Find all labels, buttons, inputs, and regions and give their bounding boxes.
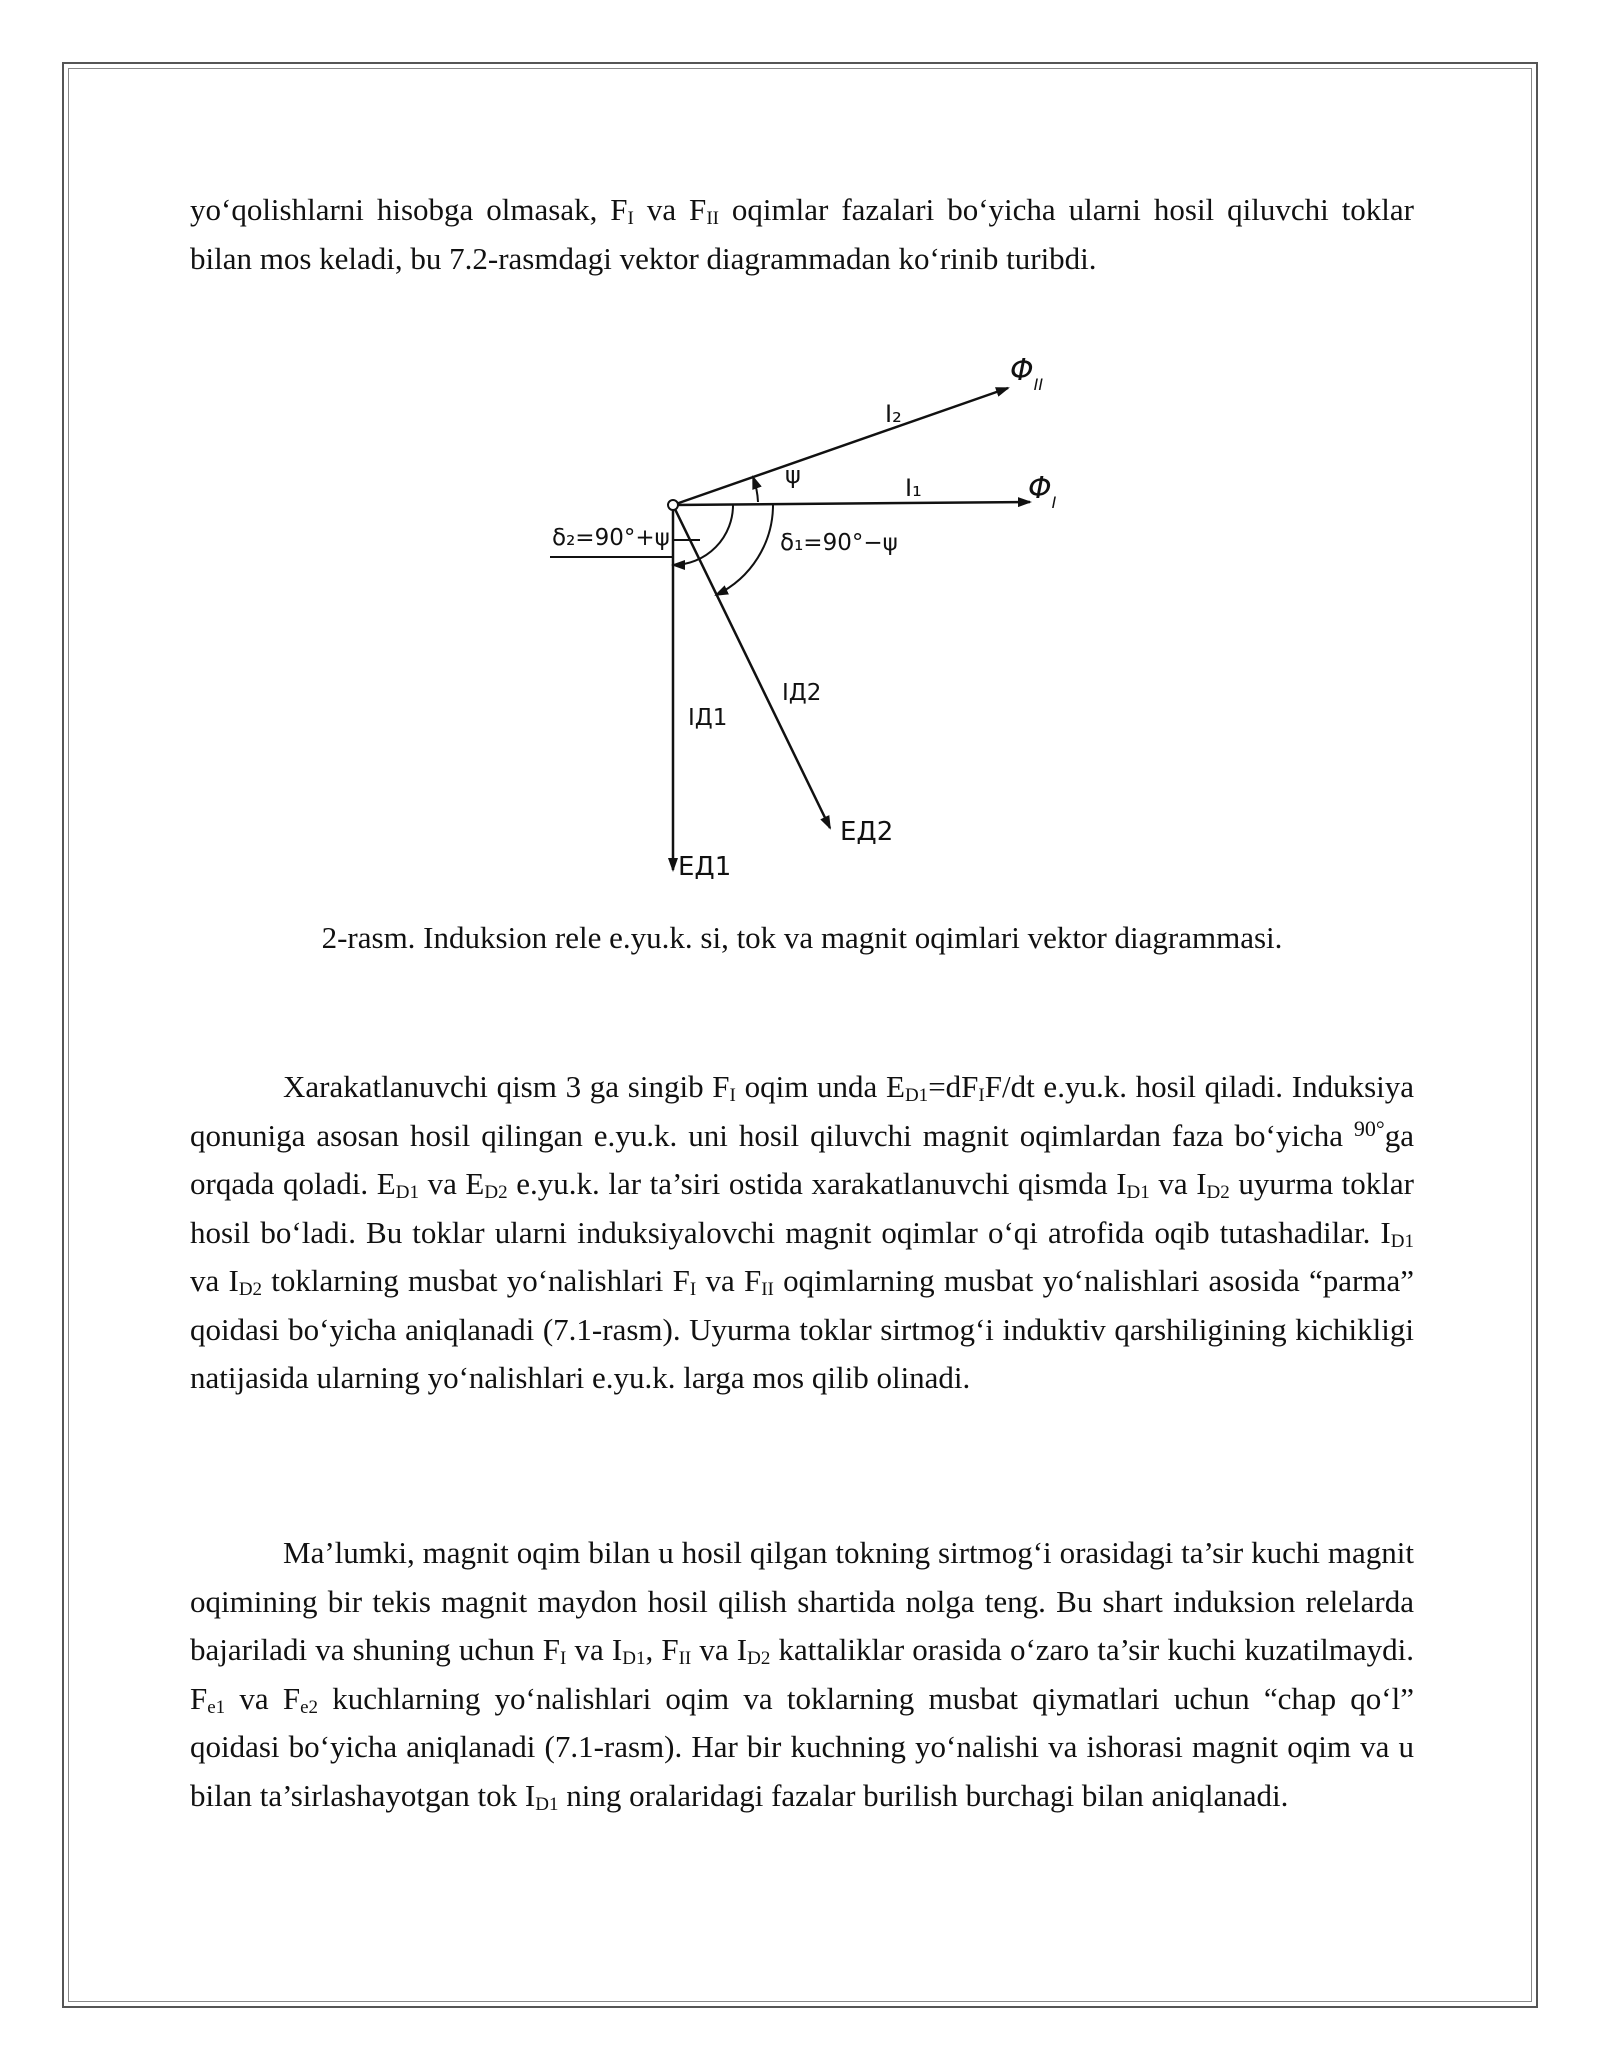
label-id2: IД2 [782, 680, 822, 706]
label-i1: I₁ [905, 474, 922, 502]
origin-point [668, 500, 678, 510]
label-phi1: $\Phi_I$ [1028, 471, 1057, 512]
vector-diagram [540, 350, 1100, 890]
label-i2: I₂ [885, 400, 902, 428]
figure-caption: 2-rasm. Induksion rele e.yu.k. si, tok va magnit oqimlari vektor diagrammasi. [321, 920, 1283, 955]
label-delta2: δ₂=90°+ψ [552, 525, 670, 551]
vector-i2 [673, 388, 1008, 505]
label-ed2: EД2 [840, 817, 894, 847]
label-delta1: δ₁=90°−ψ [780, 530, 898, 556]
label-ed1: EД1 [678, 852, 732, 882]
paragraph-2: Xarakatlanuvchi qism 3 ga singib $F_I$ oqim unda $E_{D1}=dF_IF/dt$ e.yu.k. hosil qiladi. Induksiya qonuniga asosan hosil qilingan e.yu.k. uni hosil qiluvchi magnit oqimlardan faza bo‘yicha $^{90^\circ}$ga orqada qoladi. $E_{D1}$ va $E_{D2}$ e.yu.k. lar ta’siri ostida xarakatlanuvchi qismda $I_{D1}$ va $I_{D2}$ uyurma toklar hosil bo‘ladi. Bu toklar ularni induksiyalovchi magnit oqimlar o‘qi atrofida oqib tutashadilar. $I_{D1}$ va $I_{D2}$ toklarning musbat yo‘nalishlari $F_I$ va $F_{II}$ oqimlarning musbat yo‘nalishlari asosida “parma” qoidasi bo‘yicha aniqlanadi (7.1-rasm). Uyurma toklar sirtmog‘i induktiv qarshiligining kichikligi natijasida ularning yo‘nalishlari e.yu.k. larga mos qilib olinadi. [190, 1069, 1415, 1395]
delta2-arc [673, 504, 733, 565]
vector-i1 [673, 502, 1030, 505]
paragraph-1: yo‘qolishlarni hisobga olmasak, $F_I$ va $F_{II}$ oqimlar fazalari bo‘yicha ularni hosil qiluvchi toklar bilan mos keladi, bu 7.2-rasmdagi vektor diagrammadan ko‘rinib turibdi. [190, 192, 1415, 276]
label-phi2: $\Phi_{II}$ [1010, 353, 1044, 394]
psi-arc [753, 477, 758, 502]
label-id1: IД1 [688, 705, 728, 731]
label-psi: ψ [785, 461, 801, 489]
delta1-arc [716, 504, 773, 595]
paragraph-3: Ma’lumki, magnit oqim bilan u hosil qilgan tokning sirtmog‘i orasidagi ta’sir kuchi magnit oqimining bir tekis magnit maydon hosil qilish shartida nolga teng. Bu shart induksion relelarda bajariladi va shuning uchun $F_I$ va $I_{D1}$, $F_{II}$ va $I_{D2}$ kattaliklar orasida o‘zaro ta’sir kuchi kuzatilmaydi. $F_{e1}$ va $F_{e2}$ kuchlarning yo‘nalishlari oqim va toklarning musbat qiymatlari uchun “chap qo‘l” qoidasi bo‘yicha aniqlanadi (7.1-rasm). Har bir kuchning yo‘nalishi va ishorasi magnit oqim va u bilan ta’sirlashayotgan tok $I_{D1}$ ning oralaridagi fazalar burilish burchagi bilan aniqlanadi. [190, 1535, 1414, 1815]
